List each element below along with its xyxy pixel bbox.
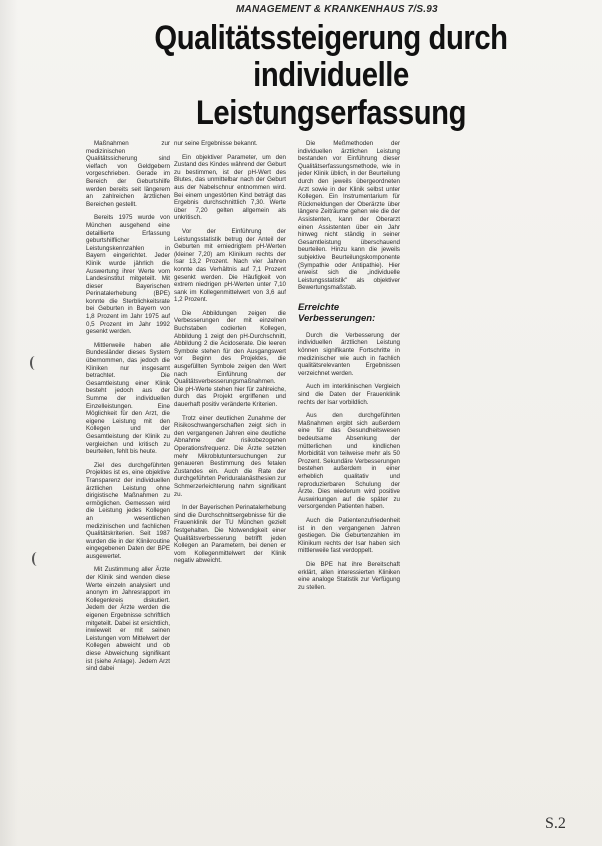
- paragraph: Die Meßmethoden der individuellen ärztlichen Leistung bestanden vor Einführung dieser Qualitätserfassungsmethode, wie in jeder Klinik üblich, in der Beurteilung durch den jeweils übergeordneten Arzt sowie in der Klinik selbst unter Kollegen. Ein Instrumentarium für Rückmeldungen der Oberärzte über längere Zeiträume gehen wie die der Assistenten, kann der Oberarzt einen Assistenten über ein Jahr hinweg nicht ständig in seiner Gesamtleistung überschauend beurteilen. Hinzu kann die jeweils subjektive Beurteilungskomponente (Sympathie oder Antipathie). Hier erweist sich die „individuelle Leistungsstatistik" als objektiver Bewertungsmaßstab.: [298, 140, 400, 292]
- paragraph: Aus den durchgeführten Maßnahmen ergibt sich außerdem eine für das Gesundheitswesen bedeutsame Absenkung der mütterlichen und kindlichen Morbidität von teilweise mehr als 50 Prozent. Sekundäre Verbesserungen bestehen außerdem in einer erheblich qualitativ und reproduzierbaren Schulung der Ärzte. Dies wiederum wird positive Auswirkungen auf die später zu versorgenden Patienten haben.: [298, 412, 400, 511]
- section-subheading: Erreichte Verbesserungen:: [298, 301, 376, 324]
- paragraph: In der Bayerischen Perinatalerhebung sind die Durchschnittsergebnisse für die Frauenklinik der TU München gezielt festgehalten. Die Notwendigkeit einer Qualitätsverbesserung betrifft jeden Kollegen an Parametern, bei denen er vom Kollegenmittelwert der Klinik negativ abweicht.: [174, 504, 286, 565]
- paragraph: Auch im interklinischen Vergleich sind die Daten der Frauenklinik rechts der Isar vorbildlich.: [298, 383, 400, 406]
- text-column-2: [174, 140, 286, 722]
- punch-hole-top: [30, 356, 40, 370]
- publication-header: MANAGEMENT & KRANKENHAUS 7/S.93: [236, 4, 438, 15]
- paragraph: Trotz einer deutlichen Zunahme der Risikoschwangerschaften zeigt sich in den vergangenen Jahren eine deutliche Abnahme der risikobezogenen Operationsfrequenz. Die Ärzte setzten mehr Mikroblutuntersuchungen zur genaueren Bestimmung des fetalen Zustandes ein. Auch die Rate der durchgeführten Periduralanästhesien zur Schmerzerleichterung nahm signifikant zu.: [174, 414, 286, 498]
- paragraph: Auch die Patientenzufriedenheit ist in den vergangenen Jahren gestiegen. Die Geburtenzahlen im Klinikum rechts der Isar haben sich mittlerweile fast verdoppelt.: [298, 516, 400, 555]
- paragraph: Bereits 1975 wurde von München ausgehend eine detaillierte Erfassung geburtshilflicher Leistungskennzahlen in Bayern eingerichtet. Jeder Klinik wurde jährlich die Auswertung ihrer Werte vom Landesinstitut mitgeteilt. Mit dieser Bayerischen Perinatalerhebung (BPE) konnte die Sterblichkeitsrate bei Geburten in Bayern von 1,8 Prozent im Jahr 1975 auf 0,5 Prozent im Jahr 1992 gesenkt werden.: [86, 214, 170, 336]
- paragraph: Maßnahmen zur medizinischen Qualitätssicherung sind vielfach von Geldgebern vorgeschrieben. Gerade im Bereich der Geburtshilfe werden bereits seit längerem an zahlreichen ärztlichen Bereichen gestellt.: [86, 140, 170, 208]
- text-column-1: [86, 140, 170, 748]
- paragraph: Ziel des durchgeführten Projektes ist es, eine objektive Transparenz der individuellen ärztlichen Leistung ohne dirigistische Maßnahmen zu ermöglichen. Gemessen wird die Leistung jedes Kollegen an wesentlichen medizinischen und fachlichen Qualitätskriterien. Seit 1987 wurden die in der Klinikroutine eingegebenen Daten der BPE ausgewertet.: [86, 461, 170, 560]
- article-headline: [96, 20, 566, 132]
- paragraph: Die BPE hat ihre Bereitschaft erklärt, allen interessierten Kliniken eine analoge Statistik zur Verfügung zu stellen.: [298, 560, 400, 591]
- paragraph: Vor der Einführung der Leistungsstatistik betrug der Anteil der Geburten mit erniedrigtem pH-Werten (kleiner 7,20) am Klinikum rechts der Isar 13,2 Prozent. Nach vier Jahren konnte das Verhältnis auf 7,1 Prozent gesenkt werden. Die Häufigkeit von extrem niedrigen pH-Werten unter 7,10 sank im Kollegenmittelwert von 3,6 auf 1,2 Prozent.: [174, 227, 286, 304]
- text-column-3: [298, 140, 400, 740]
- paragraph: nur seine Ergebnisse bekannt.: [174, 140, 258, 147]
- paragraph: Mit Zustimmung aller Ärzte der Klinik sind wenden diese Werte einzeln analysiert und anonym im Jahresrapport im Kollegenkreis diskutiert. Jedem der Ärzte werden die eigenen Ergebnisse schriftlich mitgeteilt. Dabei ist ersichtlich, inwieweit er mit seinen Leistungen vom Mittelwert der Kollegen abweicht und ob diese Abweichung signifikant ist (siehe Anlage). Jedem Arzt sind dabei: [86, 566, 170, 673]
- handwritten-page-number: S.2: [545, 815, 566, 832]
- punch-hole-bottom: [32, 552, 42, 566]
- paragraph: Die Abbildungen zeigen die Verbesserungen der mit einzelnen Buchstaben codierten Kollegen, Abbildung 1 zeigt den pH-Durchschnitt, Abbildung 2 die Acidoserate. Die leeren Symbole stehen für den Ausgangswert vor Beginn des Projektes, die ausgefüllten Symbole zeigen den Wert nach Einführung der Qualitätsverbesserungsmaßnahmen. Die pH-Werte stehen hier für zahlreiche, durch das Projekt ergriffenen und dauerhaft positiv veränderte Kriterien.: [174, 309, 286, 408]
- scan-edge-shadow: [0, 0, 18, 846]
- paragraph: Mittlerweile haben alle Bundesländer dieses System übernommen, das jedoch die Kliniken nur insgesamt betrachtet. Die Gesamtleistung einer Klinik besteht jedoch aus der Summe der individuellen Einzelleistungen. Eine Möglichkeit für den Arzt, die eigene Leistung mit den Kollegen und der Gesamtleistung der Klinik zu vergleichen und kritisch zu beurteilen, fehlt bis heute.: [86, 341, 170, 456]
- headline-line-2: individuelle Leistungserfassung: [195, 56, 467, 132]
- paragraph: Durch die Verbesserung der individuellen ärztlichen Leistung können signifikante Fortschritte in medizinischer wie auch in fachlich qualitätsrelevanten Ergebnissen verzeichnet werden.: [298, 331, 400, 377]
- headline-line-1: Qualitätssteigerung durch: [154, 19, 508, 57]
- paragraph: Ein objektiver Parameter, um den Zustand des Kindes während der Geburt zu bestimmen, ist der pH-Wert des Blutes, das unmittelbar nach der Geburt aus der Nabelschnur entnommen wird. Bei einem ungestörten Kind beträgt das Ergebnis durchschnittlich 7,30. Werte über 7,20 gelten allgemein als unkritisch.: [174, 153, 286, 222]
